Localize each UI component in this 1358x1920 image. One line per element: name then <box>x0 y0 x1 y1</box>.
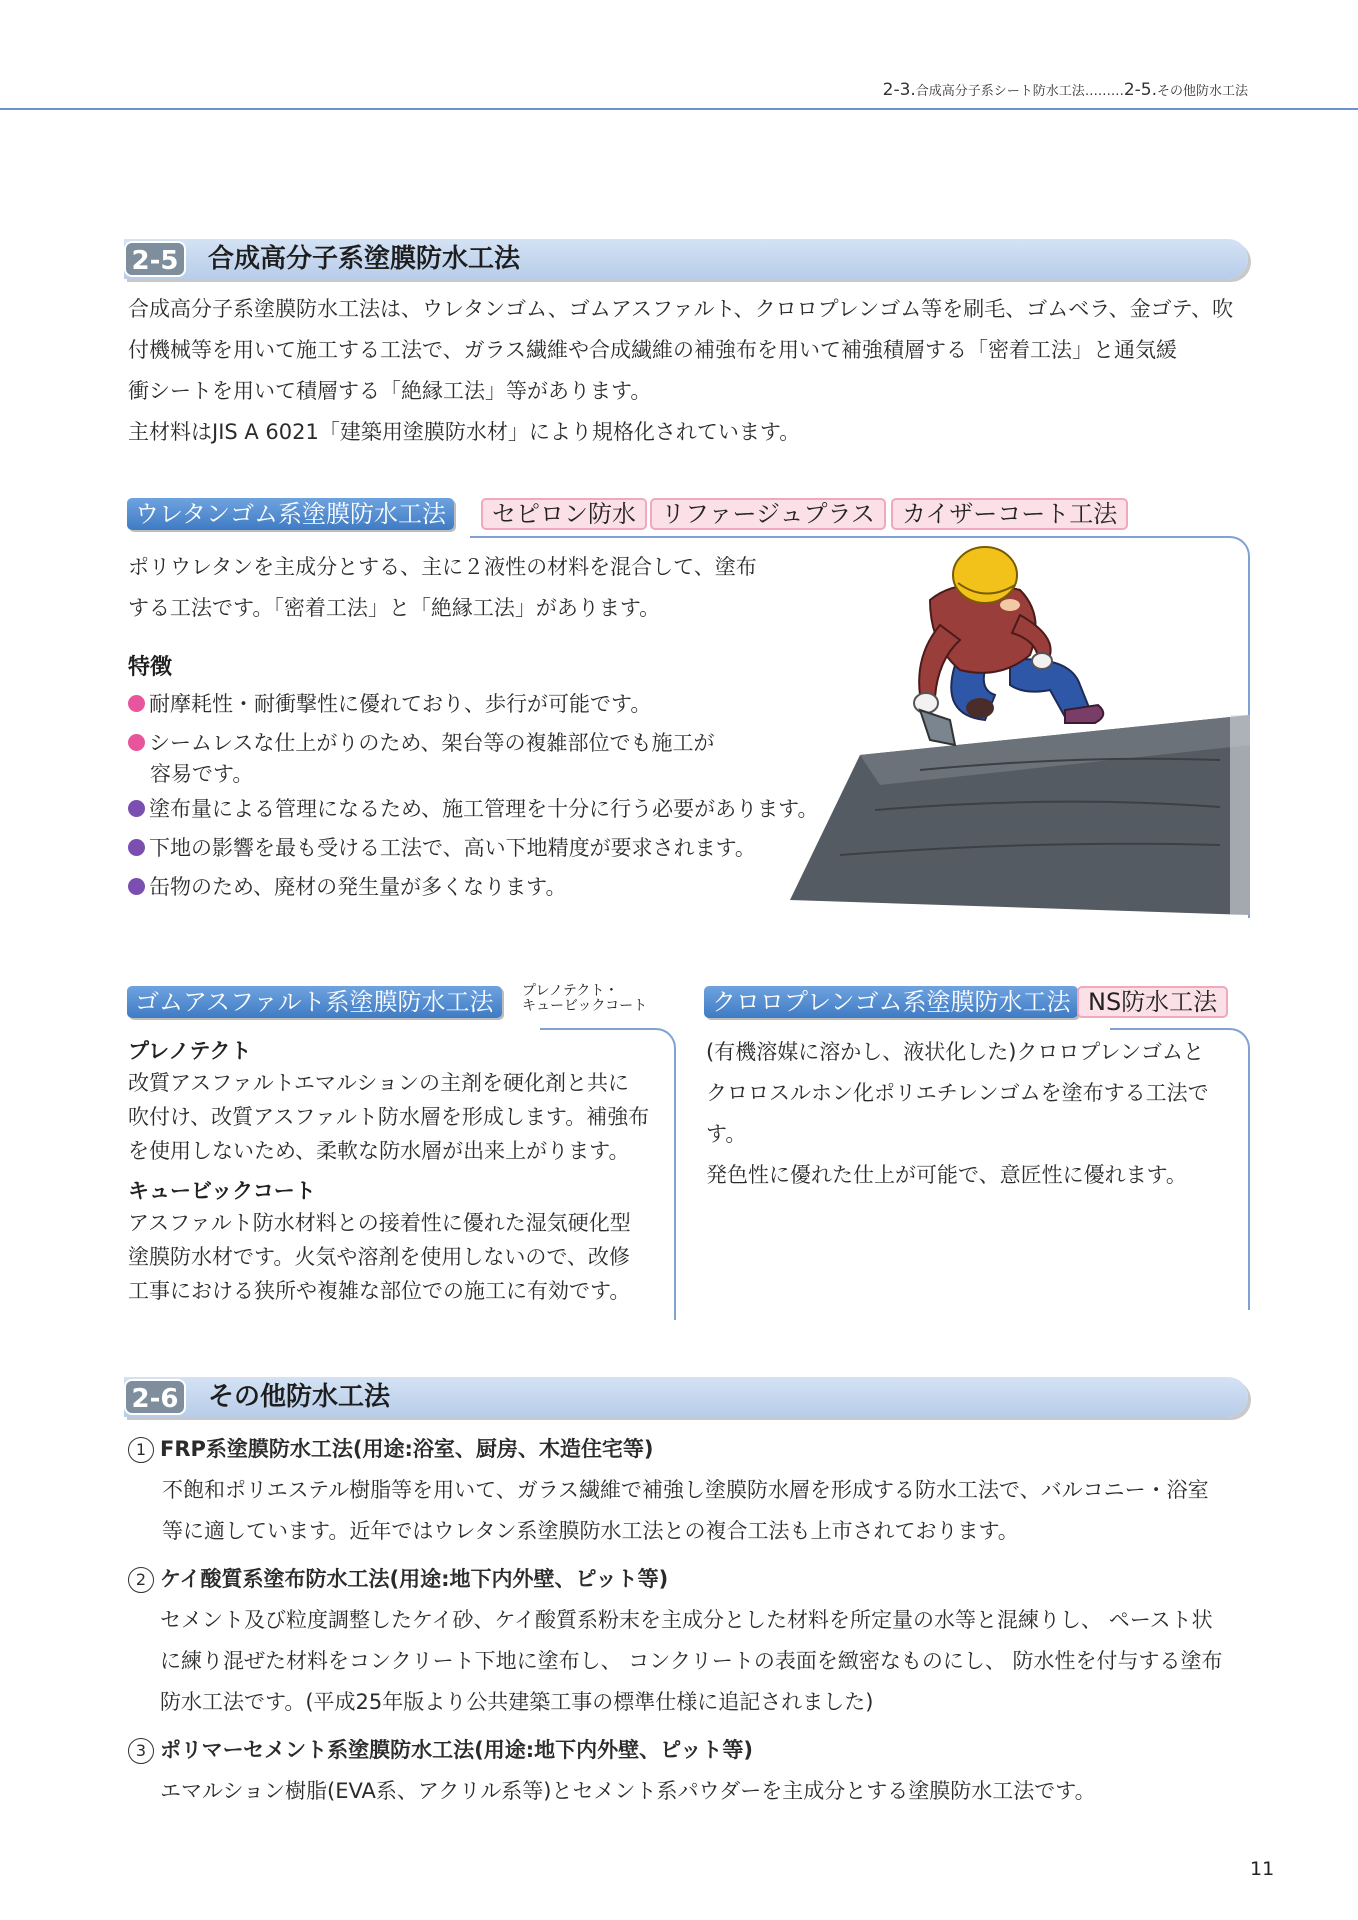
demerit-dot-icon <box>128 800 145 817</box>
features-heading: 特徴 <box>128 655 173 680</box>
section-2-5-header <box>124 239 1248 279</box>
cubic-coat-line: 塗膜防水材です。火気や溶剤を使用しないので、改修 <box>128 1245 630 1269</box>
urethane-intro-line: する工法です。「密着工法」と「絶縁工法」があります。 <box>128 596 661 620</box>
features-list <box>128 686 818 906</box>
rubber-asphalt-products <box>522 984 647 1014</box>
running-header-left-title: 合成高分子系シート防水工法 <box>915 84 1085 99</box>
chloroprene-line: クロロスルホン化ポリエチレンゴムを塗布する工法で <box>706 1081 1209 1105</box>
other-methods-list <box>128 1434 1223 1812</box>
rubber-asphalt-category-tag: ゴムアスファルト系塗膜防水工法 <box>127 986 502 1018</box>
product-name-small: プレノテクト・ <box>522 983 619 999</box>
feature-demerit: 塗布量による管理になるため、施工管理を十分に行う必要があります。 <box>128 791 818 828</box>
demerit-dot-icon <box>128 839 145 856</box>
trowel-icon <box>920 710 955 745</box>
chloroprene-content <box>706 1032 1209 1196</box>
section-title: その他防水工法 <box>208 1382 391 1412</box>
chloroprene-line: 発色性に優れた仕上が可能で、意匠性に優れます。 <box>706 1163 1187 1187</box>
section-number: 2-5 <box>124 241 186 277</box>
method-heading: 1 FRP系塗膜防水工法(用途:浴室、厨房、木造住宅等) <box>128 1434 1223 1464</box>
feature-demerit: 下地の影響を最も受ける工法で、高い下地精度が要求されます。 <box>128 830 818 867</box>
running-header-left-num: 2-3. <box>882 80 916 100</box>
urethane-intro-line: ポリウレタンを主成分とする、主に２液性の材料を混合して、塗布 <box>128 555 757 579</box>
merit-dot-icon <box>128 695 145 712</box>
running-header <box>0 78 1358 110</box>
running-header-dots: ……… <box>1084 84 1124 99</box>
intro-line: 合成高分子系塗膜防水工法は、ウレタンゴム、ゴムアスファルト、クロロプレンゴム等を刷毛、ゴムベラ、金ゴテ、吹 <box>128 297 1234 321</box>
section-number: 2-6 <box>124 1379 186 1415</box>
cubic-coat-line: 工事における狭所や複雑な部位での施工に有効です。 <box>128 1279 631 1303</box>
rubber-asphalt-content <box>128 1036 649 1308</box>
running-header-text <box>883 80 1248 100</box>
worker-applying-coating-illustration <box>780 545 1250 925</box>
intro-line: 衝シートを用いて積層する「絶縁工法」等があります。 <box>128 379 652 403</box>
method-line: エマルション樹脂(EVA系、アクリル系等)とセメント系パウダーを主成分とする塗膜防水工法です。 <box>160 1779 1096 1803</box>
chloroprene-category-tag: クロロプレンゴム系塗膜防水工法 <box>704 986 1078 1018</box>
section-title: 合成高分子系塗膜防水工法 <box>208 244 521 274</box>
helmet-icon <box>953 547 1017 603</box>
product-tag-ns: NS防水工法 <box>1077 986 1228 1018</box>
method-line: 不飽和ポリエステル樹脂等を用いて、ガラス繊維で補強し塗膜防水層を形成する防水工法で、バルコニー・浴室 <box>162 1478 1209 1502</box>
feature-demerit: 缶物のため、廃材の発生量が多くなります。 <box>128 869 818 906</box>
page-number: 11 <box>1250 1858 1275 1880</box>
intro-line: 付機械等を用いて施工する工法で、ガラス繊維や合成繊維の補強布を用いて補強積層する「密着工法」と通気緩 <box>128 338 1177 362</box>
cubic-coat-line: アスファルト防水材料との接着性に優れた湿気硬化型 <box>128 1211 631 1235</box>
section-2-5-intro <box>128 289 1233 453</box>
urethane-intro <box>128 547 757 629</box>
chloroprene-line: (有機溶媒に溶かし、液状化した)クロロプレンゴムと <box>706 1040 1205 1064</box>
prenotect-line: 吹付け、改質アスファルト防水層を形成します。補強布 <box>128 1105 650 1129</box>
circled-number: 3 <box>128 1738 154 1764</box>
circled-number: 1 <box>128 1437 154 1463</box>
method-line: セメント及び粒度調整したケイ砂、ケイ酸質系粉末を主成分とした材料を所定量の水等と混練りし、 ペースト状 <box>160 1608 1213 1632</box>
running-header-right-title: その他防水工法 <box>1156 84 1248 99</box>
feature-merit: シームレスな仕上がりのため、架台等の複雑部位でも施工が <box>128 727 818 759</box>
merit-dot-icon <box>128 734 145 751</box>
prenotect-line: を使用しないため、柔軟な防水層が出来上がります。 <box>128 1139 630 1163</box>
product-name-small: キュービックコート <box>522 998 648 1014</box>
demerit-dot-icon <box>128 878 145 895</box>
method-heading: 3 ポリマーセメント系塗膜防水工法(用途:地下内外壁、ピット等) <box>128 1735 1223 1765</box>
running-header-right-num: 2-5. <box>1123 80 1157 100</box>
method-heading: 2 ケイ酸質系塗布防水工法(用途:地下内外壁、ピット等) <box>128 1564 1223 1594</box>
method-line: 防水工法です。(平成25年版より公共建築工事の標準仕様に追記されました) <box>160 1690 874 1714</box>
prenotect-heading: プレノテクト <box>128 1039 252 1063</box>
section-2-6-header <box>124 1377 1248 1417</box>
product-tag-sepiron: セピロン防水 <box>481 498 647 530</box>
circled-number: 2 <box>128 1567 154 1593</box>
prenotect-line: 改質アスファルトエマルションの主剤を硬化剤と共に <box>128 1071 629 1095</box>
product-tag-kaiser-coat: カイザーコート工法 <box>891 498 1128 530</box>
intro-line: 主材料はJIS A 6021「建築用塗膜防水材」により規格化されています。 <box>128 420 801 444</box>
feature-merit: 耐摩耗性・耐衝撃性に優れており、歩行が可能です。 <box>128 686 818 723</box>
method-line: 等に適しています。近年ではウレタン系塗膜防水工法との複合工法も上市されております。 <box>162 1519 1019 1543</box>
urethane-category-tag: ウレタンゴム系塗膜防水工法 <box>127 498 454 530</box>
cubic-coat-heading: キュービックコート <box>128 1179 316 1203</box>
feature-merit-cont: 容易です。 <box>150 762 254 786</box>
chloroprene-line: す。 <box>706 1122 747 1146</box>
method-line: に練り混ぜた材料をコンクリート下地に塗布し、 コンクリートの表面を緻密なものにし、 防水性を付与する塗布 <box>160 1649 1223 1673</box>
product-tag-refage-plus: リファージュプラス <box>650 498 886 530</box>
